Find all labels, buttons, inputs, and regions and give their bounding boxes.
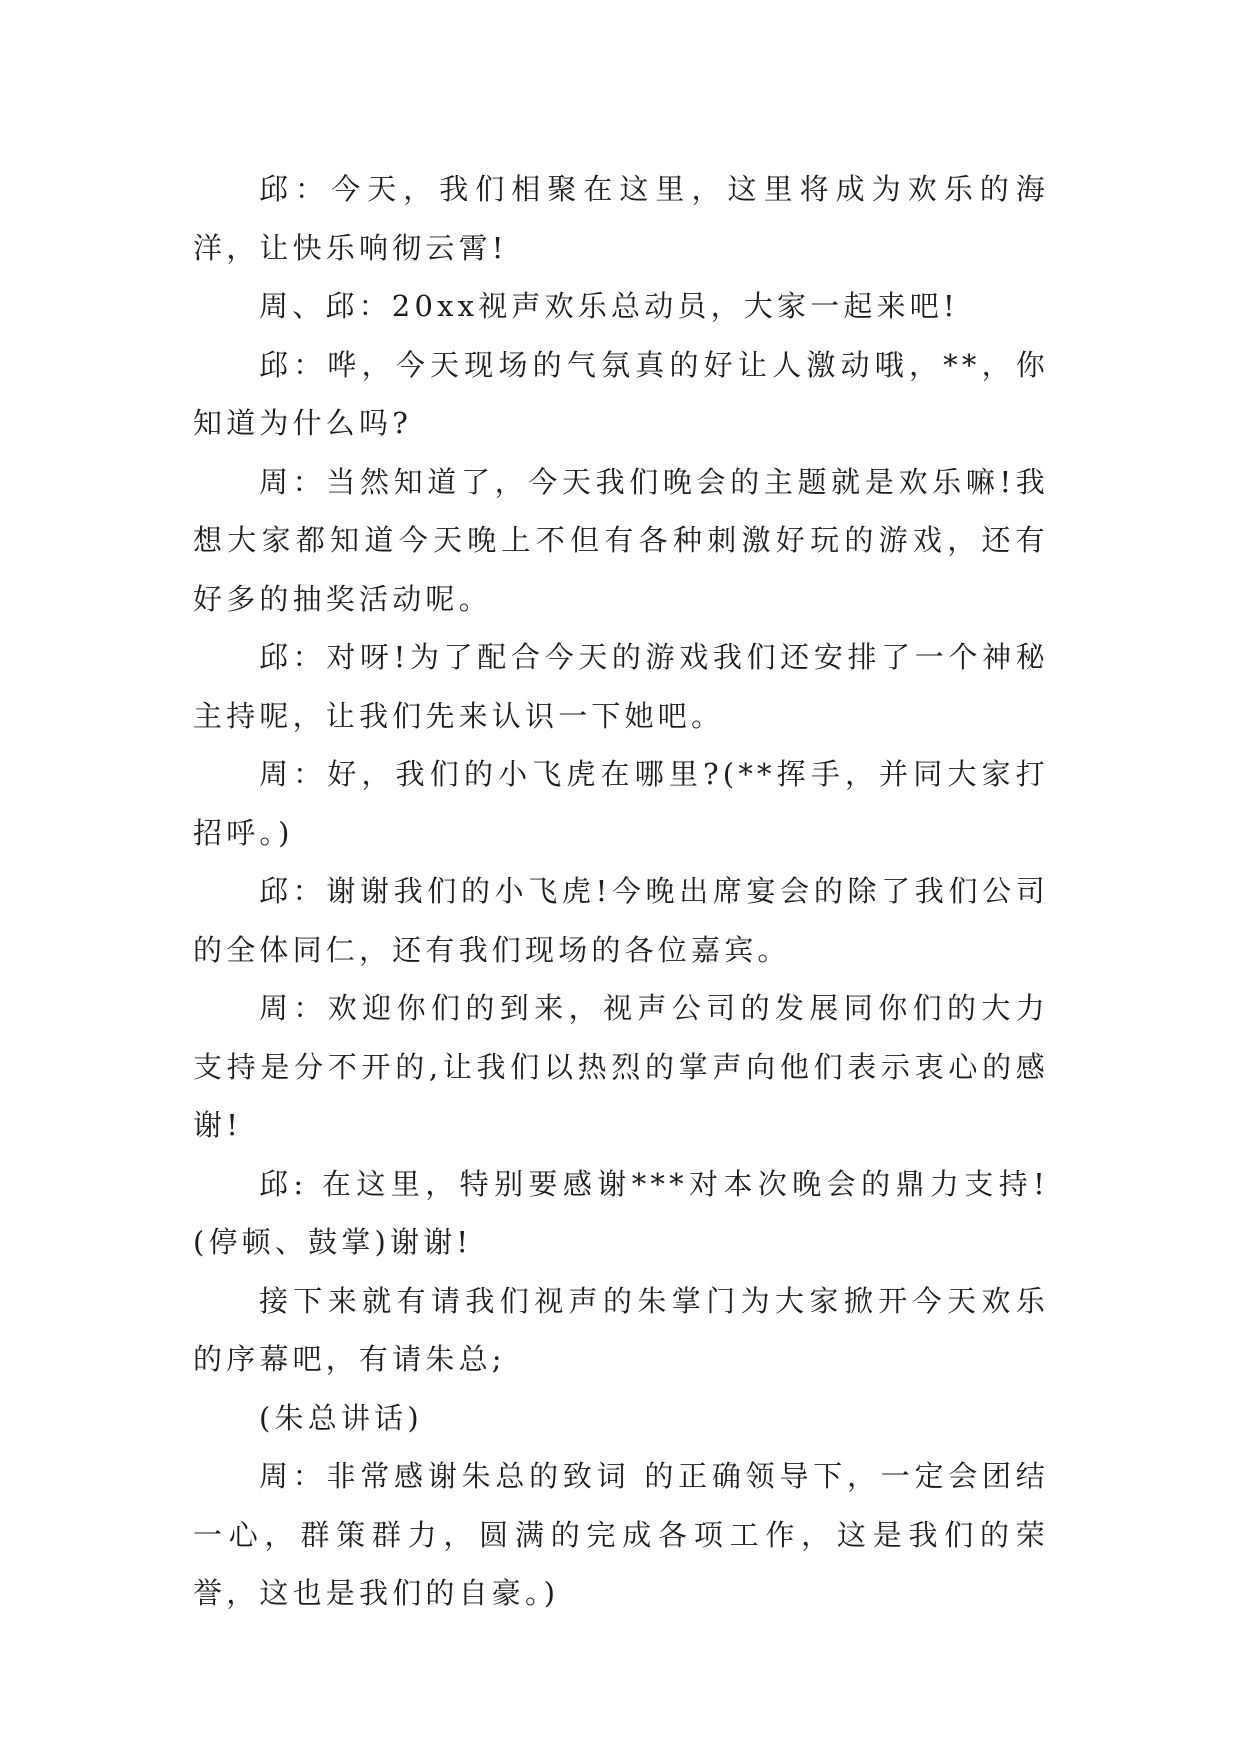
paragraph-7: 邱：谢谢我们的小飞虎!今晚出席宴会的除了我们公司的全体同仁，还有我们现场的各位嘉宾。 [193,874,1049,967]
paragraph-8: 周：欢迎你们的到来，视声公司的发展同你们的大力支持是分不开的,让我们以热烈的掌声向他们表示衷心的感谢! [193,991,1049,1142]
paragraph-5: 邱：对呀!为了配合今天的游戏我们还安排了一个神秘主持呢，让我们先来认识一下她吧。 [193,640,1049,733]
paragraph-12: 周：非常感谢朱总的致词 的正确领导下，一定会团结一心，群策群力，圆满的完成各项工作，这是我们的荣誉，这也是我们的自豪。) [193,1459,1049,1610]
paragraph-11: (朱总讲话) [259,1400,423,1435]
paragraph-10: 接下来就有请我们视声的朱掌门为大家掀开今天欢乐的序幕吧，有请朱总; [193,1283,1049,1376]
paragraph-6: 周：好，我们的小飞虎在哪里?(**挥手，并同大家打招呼。) [193,757,1049,850]
paragraph-9: 邱: 在这里，特别要感谢***对本次晚会的鼎力支持!(停顿、鼓掌)谢谢! [193,1166,1049,1259]
paragraph-3: 邱：哗，今天现场的气氛真的好让人激动哦，**，你知道为什么吗? [193,347,1049,440]
paragraph-2: 周、邱：20xx视声欢乐总动员，大家一起来吧! [259,289,959,323]
paragraph-4: 周：当然知道了，今天我们晚会的主题就是欢乐嘛!我想大家都知道今天晚上不但有各种刺激好玩的游戏，还有好多的抽奖活动呢。 [193,464,1049,616]
paragraph-1: 邱：今天，我们相聚在这里，这里将成为欢乐的海洋，让快乐响彻云霄! [193,172,1049,265]
document-body [193,160,1049,1623]
